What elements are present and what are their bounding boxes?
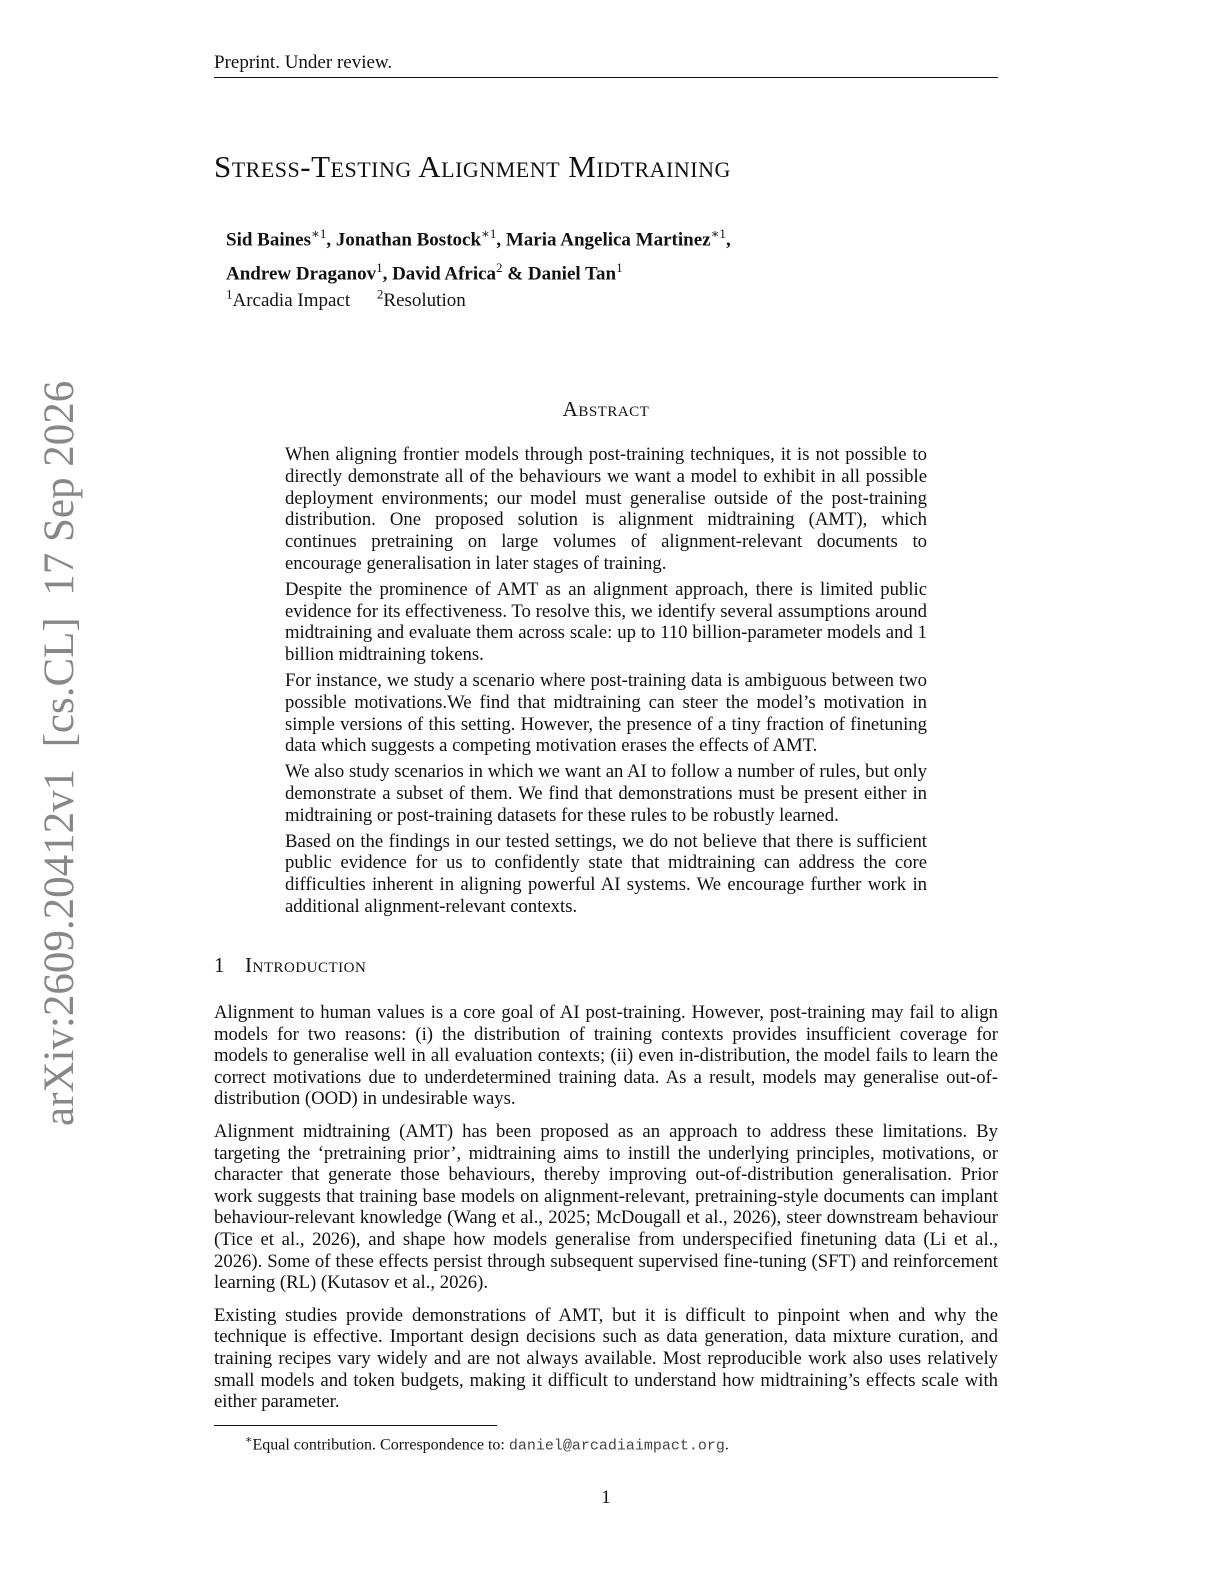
- section-number: 1: [214, 953, 225, 977]
- footnote-mark: ∗: [245, 1434, 253, 1446]
- author-mark: 1: [616, 260, 623, 276]
- footnote: [245, 1430, 729, 1456]
- author-name: Jonathan Bostock: [335, 229, 482, 251]
- affiliations: [226, 283, 488, 313]
- author-mark: 1: [376, 260, 383, 276]
- affiliation: [376, 287, 466, 312]
- author-name: Daniel Tan: [527, 263, 617, 285]
- author-name: Andrew Draganov: [226, 263, 377, 285]
- abstract-paragraph: Based on the findings in our tested settings, we do not believe that there is sufficient public evidence for us to confidently state that midtraining can address the core difficulties inherent in aligning powerful AI systems. We encourage further work in additional alignment-relevant contexts.: [285, 830, 927, 917]
- author-mark: ∗1: [710, 226, 726, 241]
- page-number: 1: [601, 1487, 611, 1508]
- abstract-heading: Abstract: [562, 397, 650, 421]
- paper-title: Stress-Testing Alignment Midtraining: [214, 149, 731, 184]
- body-paragraph: Alignment midtraining (AMT) has been proposed as an approach to address these limitations. By targeting the ‘pretraining prior’, midtraining aims to instill the underlying principles, motivations, or character that generate those behaviours, thereby improving out-of-distribution generalisation. Prior work suggests that training base models on alignment-relevant, pretraining-style documents can implant behaviour-relevant knowledge (Wang et al., 2025; McDougall et al., 2026), steer downstream behaviour (Tice et al., 2026), and shape how models generalise from underspecified finetuning data (Li et al., 2026). Some of these effects persist through subsequent supervised fine-tuning (SFT) and reinforcement learning (RL) (Kutasov et al., 2026).: [214, 1120, 998, 1294]
- abstract-paragraph: We also study scenarios in which we want an AI to follow a number of rules, but only demonstrate a subset of them. We find that demonstrations must be present either in midtraining or post-training datasets for these rules to be robustly learned.: [285, 761, 927, 826]
- author-line-1: Sid Baines$^{∗1}$, Jonathan Bostock$^{∗1}$, Maria Angelica Martinez$^{∗1}$,: [226, 226, 731, 251]
- author-name: Sid Baines: [226, 229, 312, 251]
- section-heading: [214, 953, 366, 978]
- footnote-text: Equal contribution. Correspondence to:: [252, 1436, 509, 1454]
- running-head: Preprint. Under review.: [214, 52, 998, 78]
- author-mark: ∗1: [311, 226, 327, 241]
- abstract-paragraph: Despite the prominence of AMT as an alignment approach, there is limited public evidence for its effectiveness. To resolve this, we identify several assumptions around midtraining and evaluate them across scale: up to 110 billion-parameter models and 1 billion midtraining tokens.: [285, 578, 927, 666]
- arxiv-identifier: [30, 380, 90, 1126]
- affiliation-name: Arcadia Impact: [232, 290, 351, 312]
- author-list: [226, 220, 986, 289]
- author-name: David Africa: [392, 263, 497, 285]
- affiliation-mark: 1: [226, 287, 233, 302]
- affiliation-name: Resolution: [383, 290, 466, 312]
- abstract-paragraph: For instance, we study a scenario where post-training data is ambiguous between two possible motivations.We find that midtraining can steer the model’s motivation in simple versions of this setting. However, the presence of a tiny fraction of finetuning data which suggests a competing motivation erases the effects of AMT.: [285, 669, 927, 757]
- author-line-2: Andrew Draganov$^1$, David Africa$^2$ & Daniel Tan$^1$: [226, 260, 623, 285]
- affiliation: [226, 287, 351, 312]
- footnote-rule: [214, 1425, 497, 1426]
- arxiv-id-text: arXiv:2609.20412v1 [cs.CL] 17 Sep 2026: [36, 380, 83, 1126]
- affiliation-mark: 2: [376, 287, 384, 302]
- introduction-body: [214, 1002, 998, 1424]
- author-mark: 2: [496, 260, 503, 276]
- footnote-end: .: [724, 1436, 729, 1454]
- section-title: Introduction: [245, 953, 367, 977]
- body-paragraph: Alignment to human values is a core goal of AI post-training. However, post-training may fail to align models for two reasons: (i) the distribution of training contexts provides insufficient coverage for models to generalise well in all evaluation contexts; (ii) even in-distribution, the model fails to learn the correct motivations due to underdetermined training data. As a result, models may generalise out-of-distribution (OOD) in undesirable ways.: [214, 1002, 998, 1110]
- abstract-body: [285, 444, 927, 922]
- abstract-paragraph: When aligning frontier models through post-training techniques, it is not possible to directly demonstrate all of the behaviours we want a model to exhibit in all possible deployment environments; our model must generalise outside of the post-training distribution. One proposed solution is alignment midtraining (AMT), which continues pretraining on large volumes of alignment-relevant documents to encourage generalisation in later stages of training.: [285, 444, 927, 574]
- author-mark: ∗1: [481, 226, 497, 241]
- correspondence-email[interactable]: daniel@arcadiaimpact.org: [508, 1437, 725, 1455]
- body-paragraph: Existing studies provide demonstrations of AMT, but it is difficult to pinpoint when and why the technique is effective. Important design decisions such as data generation, data mixture curation, and training recipes vary widely and are not always available. Most reproducible work also uses relatively small models and token budgets, making it difficult to understand how midtraining’s effects scale with either parameter.: [214, 1304, 998, 1413]
- author-name: Maria Angelica Martinez: [505, 229, 711, 251]
